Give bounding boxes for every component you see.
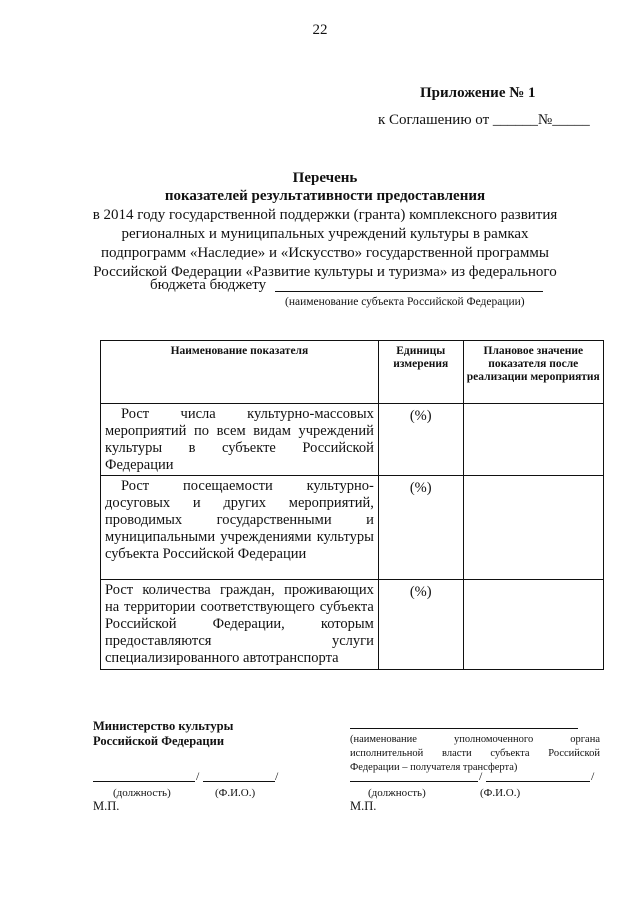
ministry-line: Российской Федерации — [93, 734, 225, 748]
table-header-row — [101, 341, 604, 404]
indicator-value — [463, 580, 603, 670]
indicator-name: Рост количества граждан, проживающих на территории соответствующего субъекта Российской Федерации, которым предоставляются услуги специализированного автотранспорта — [101, 580, 379, 670]
indicator-value — [463, 476, 603, 580]
indicator-name: Рост числа культурно-массовых мероприятий по всем видам учреждений культуры в субъекте Российской Федерации — [101, 404, 379, 476]
indicator-unit: (%) — [378, 404, 463, 476]
indicator-name: Рост посещаемости культурно-досуговых и других мероприятий, проводимых государственными и муниципальными учреждениями культуры субъекта Российской Федерации — [101, 476, 379, 580]
separator: / — [275, 769, 279, 783]
ministry-line: Министерство культуры — [93, 719, 234, 733]
list-description: в 2014 году государственной поддержки (гранта) комплексного развития регионалных и муниципальных учреждений культуры в рамках подпрограмм «Наследие» и «Искусство» государственной программы Российской Федерации «Развитие культуры и туризма» из федерального — [92, 207, 558, 280]
fio-fill-line — [486, 781, 590, 782]
subject-fill-line — [275, 291, 543, 292]
subject-note: (наименование субъекта Российской Федерации) — [285, 296, 525, 308]
agreement-reference: к Соглашению от ______№_____ — [378, 112, 590, 128]
budget-label: бюджета бюджету — [150, 277, 267, 293]
indicator-unit: (%) — [378, 476, 463, 580]
position-label: (должность) — [368, 787, 426, 799]
stamp-place: М.П. — [350, 799, 377, 813]
indicator-unit: (%) — [378, 580, 463, 670]
indicator-value — [463, 404, 603, 476]
page-number: 22 — [312, 22, 328, 38]
separator: / — [479, 769, 483, 783]
table-row — [101, 476, 604, 580]
header-indicator-name: Наименование показателя — [101, 341, 379, 404]
authority-note: (наименование уполномоченного органа исполнительной власти субъекта Российской Федерации – получателя трансферта) — [350, 734, 600, 773]
position-fill-line — [350, 781, 478, 782]
indicators-table — [100, 340, 604, 670]
fio-label: (Ф.И.О.) — [480, 787, 521, 799]
list-subtitle: показателей результативности предоставления — [164, 188, 486, 204]
stamp-place: М.П. — [93, 799, 120, 813]
position-label: (должность) — [113, 787, 171, 799]
table-row — [101, 404, 604, 476]
separator: / — [196, 769, 200, 783]
fio-label: (Ф.И.О.) — [215, 787, 256, 799]
separator: / — [591, 769, 595, 783]
appendix-title: Приложение № 1 — [420, 85, 536, 101]
header-units: Единицы измерения — [378, 341, 463, 404]
authority-fill-line — [350, 728, 578, 729]
list-title: Перечень — [292, 170, 358, 186]
ministry-signatory — [93, 719, 233, 749]
table-row — [101, 580, 604, 670]
fio-fill-line — [203, 781, 275, 782]
header-planned-value: Плановое значение показателя после реализации мероприятия — [463, 341, 603, 404]
position-fill-line — [93, 781, 195, 782]
